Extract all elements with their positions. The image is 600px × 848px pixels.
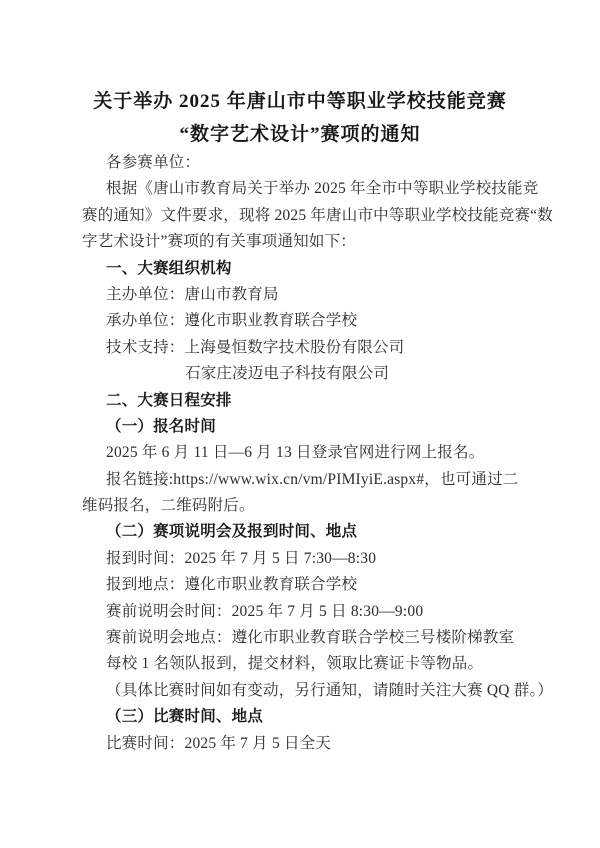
doc-line: 维码报名，二维码附后。	[82, 497, 255, 515]
doc-line: 每校 1 名领队报到，提交材料，领取比赛证卡等物品。	[106, 655, 484, 673]
document-title-line1: 关于举办 2025 年唐山市中等职业学校技能竞赛	[93, 91, 507, 112]
document-body	[82, 150, 554, 757]
doc-line: 字艺术设计”赛项的有关事项通知如下：	[82, 233, 356, 251]
doc-line: 赛前说明会时间：2025 年 7 月 5 日 8:30—9:00	[106, 602, 424, 620]
doc-line: 报名链接:https://www.wix.cn/vm/PIMIyiE.aspx#，也可通过二	[106, 470, 519, 488]
doc-line: （一）报名时间	[106, 417, 216, 435]
doc-line: 赛的通知》文件要求，现将 2025 年唐山市中等职业学校技能竞赛“数	[82, 206, 553, 224]
doc-line: （二）赛项说明会及报到时间、地点	[106, 523, 358, 541]
doc-line: 2025 年 6 月 11 日—6 月 13 日登录官网进行网上报名。	[106, 444, 485, 462]
doc-line: （三）比赛时间、地点	[106, 708, 264, 726]
doc-line: 技术支持：上海曼恒数字技术股份有限公司	[106, 338, 405, 356]
doc-line: 赛前说明会地点：遵化市职业教育联合学校三号楼阶梯教室	[106, 629, 515, 647]
doc-line: 报到时间：2025 年 7 月 5 日 7:30—8:30	[106, 549, 377, 567]
doc-line: 报到地点：遵化市职业教育联合学校	[106, 576, 358, 594]
doc-line: 承办单位：遵化市职业教育联合学校	[106, 312, 358, 330]
document-title	[0, 85, 600, 151]
document-title-line2: “数字艺术设计”赛项的通知	[179, 124, 421, 145]
doc-line: （具体比赛时间如有变动，另行通知，请随时关注大赛 QQ 群。）	[106, 681, 554, 699]
doc-line: 主办单位：唐山市教育局	[106, 285, 279, 303]
doc-line: 比赛时间：2025 年 7 月 5 日全天	[106, 734, 332, 752]
doc-line: 石家庄凌迈电子科技有限公司	[185, 365, 390, 383]
doc-line: 各参赛单位：	[106, 154, 201, 171]
doc-line: 二、大赛日程安排	[106, 391, 232, 409]
doc-line: 根据《唐山市教育局关于举办 2025 年全市中等职业学校技能竞	[106, 180, 539, 198]
doc-line: 一、大赛组织机构	[106, 259, 232, 277]
